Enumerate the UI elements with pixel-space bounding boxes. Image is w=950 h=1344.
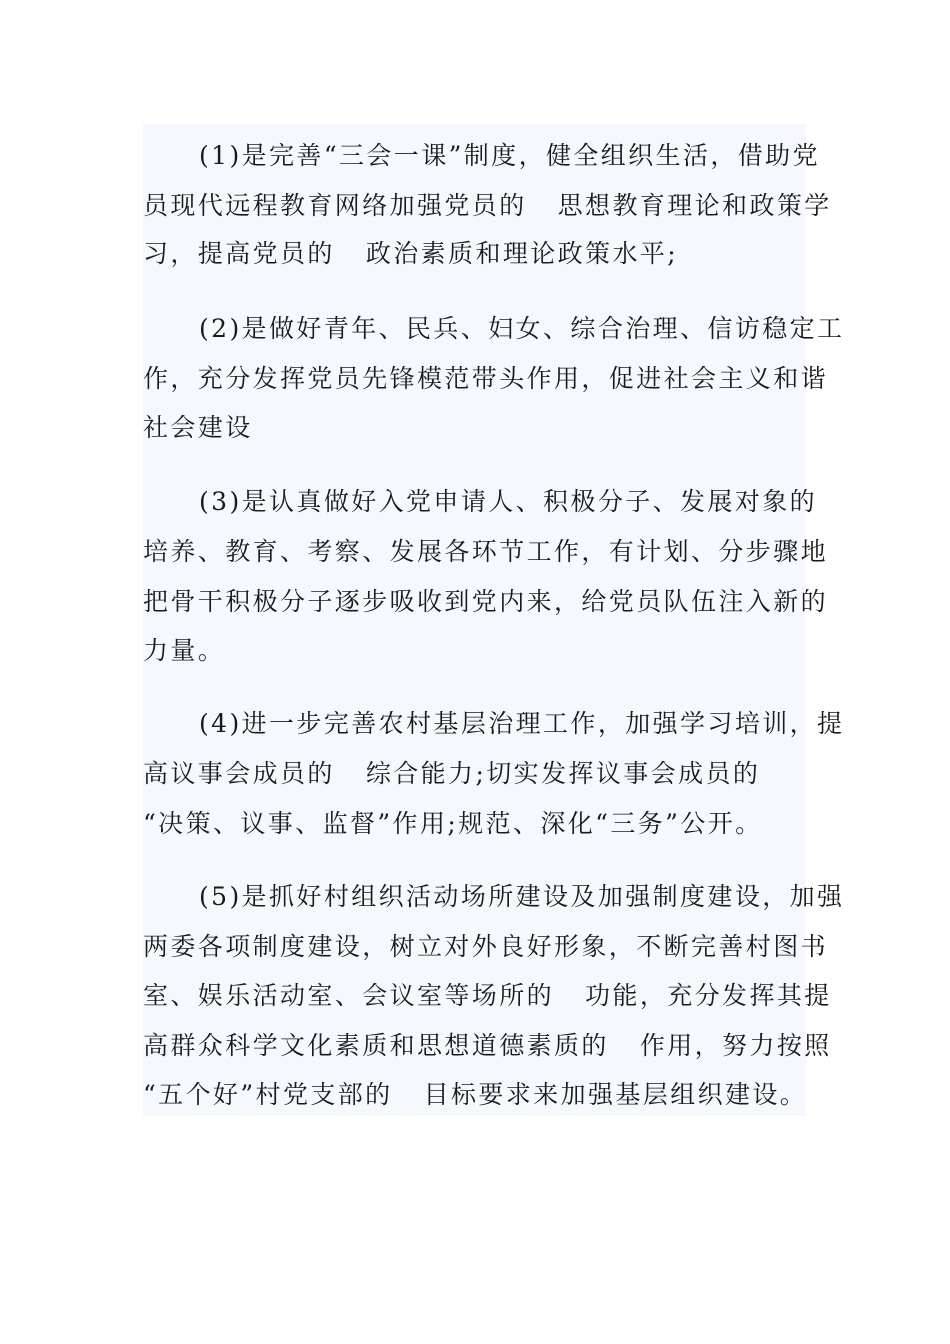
paragraph-3-line-1: (3)是认真做好入党申请人、积极分子、发展对象的 <box>199 487 818 516</box>
paragraph-2-line-3: 社会建设 <box>143 413 253 442</box>
paragraph-3-line-4: 力量。 <box>143 636 226 665</box>
paragraph-2-line-1: (2)是做好青年、民兵、妇女、综合治理、信访稳定工 <box>199 314 845 343</box>
paragraph-5-line-1: (5)是抓好村组织活动场所建设及加强制度建设，加强 <box>199 882 845 911</box>
paragraph-4-line-1: (4)进一步完善农村基层治理工作，加强学习培训，提 <box>199 709 845 738</box>
paragraph-5-line-5: “五个好”村党支部的 目标要求来加强基层组织建设。 <box>143 1080 808 1109</box>
paragraph-5-line-4: 高群众科学文化素质和思想道德素质的 作用，努力按照 <box>143 1031 832 1060</box>
content-block <box>143 124 845 1116</box>
paragraph-5-line-2: 两委各项制度建设，树立对外良好形象，不断完善村图书 <box>143 932 829 961</box>
paragraph-1-line-1: (1)是完善“三会一课”制度，健全组织生活，借助党 <box>199 141 820 170</box>
paragraph-4-line-3: “决策、议事、监督”作用;规范、深化“三务”公开。 <box>143 809 763 838</box>
paragraph-3-line-3: 把骨干积极分子逐步吸收到党内来，给党员队伍注入新的 <box>143 587 829 616</box>
paragraph-4-line-2: 高议事会成员的 综合能力;切实发挥议事会成员的 <box>143 759 761 788</box>
paragraph-3-line-2: 培养、教育、考察、发展各环节工作，有计划、分步骤地 <box>143 537 829 566</box>
paragraph-1-line-3: 习，提高党员的 政治素质和理论政策水平; <box>143 239 679 268</box>
paragraph-1-line-2: 员现代远程教育网络加强党员的 思想教育理论和政策学 <box>143 191 832 220</box>
paragraph-5-line-3: 室、娱乐活动室、会议室等场所的 功能，充分发挥其提 <box>143 981 832 1010</box>
paragraph-2-line-2: 作，充分发挥党员先锋模范带头作用，促进社会主义和谐 <box>143 364 829 393</box>
